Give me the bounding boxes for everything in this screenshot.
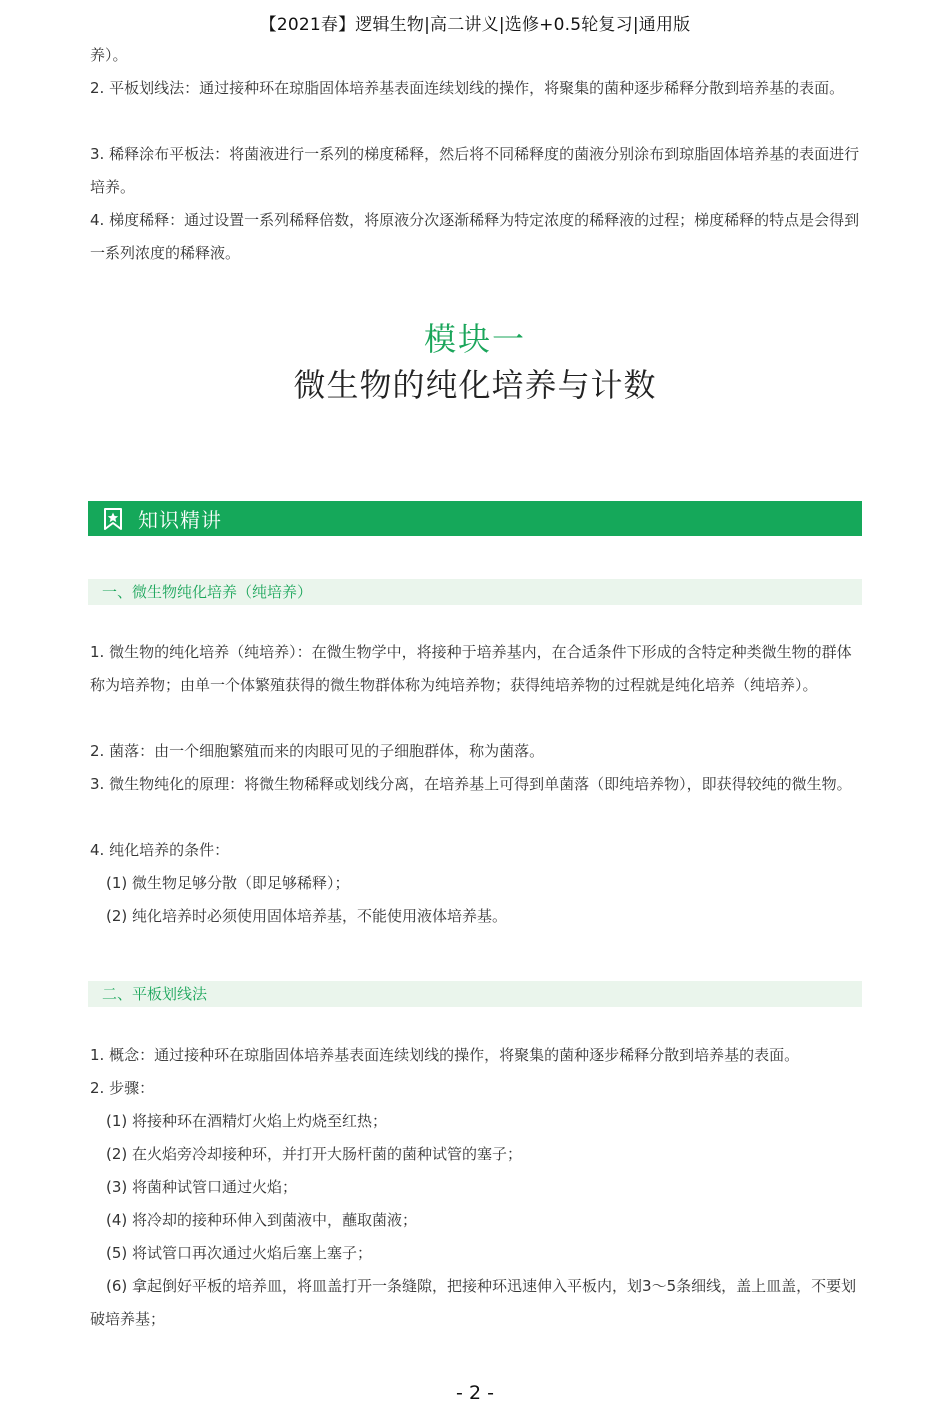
- section2-heading: 二、平板划线法: [88, 981, 862, 1007]
- page-number: - 2 -: [456, 1382, 494, 1404]
- intro-paragraph-continuation: 养）。: [90, 46, 128, 64]
- document-header: 【2021春】逻辑生物|高二讲义|选修+0.5轮复习|通用版: [259, 15, 691, 35]
- bookmark-star-icon: [102, 507, 124, 531]
- section2-step-6: (6) 拿起倒好平板的培养皿，将皿盖打开一条缝隙，把接种环迅速伸入平板内，划3～5条细线，盖上皿盖，不要划破培养基；: [90, 1277, 857, 1328]
- section1-paragraph-conditions: 4. 纯化培养的条件：: [90, 841, 230, 859]
- banner-label: 知识精讲: [138, 508, 222, 532]
- intro-paragraph-gradient-dilution: 4. 梯度稀释：通过设置一系列稀释倍数，将原液分次逐渐稀释为特定浓度的稀释液的过程；梯度稀释的特点是会得到一系列浓度的稀释液。: [90, 211, 860, 262]
- module-title: 微生物的纯化培养与计数: [293, 366, 657, 404]
- section1-heading: 一、微生物纯化培养（纯培养）: [88, 579, 862, 605]
- section2-step-5: (5) 将试管口再次通过火焰后塞上塞子；: [106, 1244, 373, 1262]
- section1-condition-2: (2) 纯化培养时必须使用固体培养基，不能使用液体培养基。: [106, 907, 508, 925]
- section2-paragraph-steps: 2. 步骤：: [90, 1079, 155, 1097]
- section2-paragraph-concept: 1. 概念：通过接种环在琼脂固体培养基表面连续划线的操作，将聚集的菌种逐步稀释分散到培养基的表面。: [90, 1046, 800, 1064]
- section1-paragraph-principle: 3. 微生物纯化的原理：将微生物稀释或划线分离，在培养基上可得到单菌落（即纯培养物），即获得较纯的微生物。: [90, 775, 852, 793]
- module-label: 模块一: [423, 320, 526, 358]
- section2-step-1: (1) 将接种环在酒精灯火焰上灼烧至红热；: [106, 1112, 388, 1130]
- section1-paragraph-pure-culture: 1. 微生物的纯化培养（纯培养）：在微生物学中，将接种于培养基内，在合适条件下形成的含特定种类微生物的群体称为培养物；由单一个体繁殖获得的微生物群体称为纯培养物；获得纯培养物的过程就是纯化培养（纯培养）。: [90, 643, 852, 694]
- intro-paragraph-streak-plate: 2. 平板划线法：通过接种环在琼脂固体培养基表面连续划线的操作，将聚集的菌种逐步稀释分散到培养基的表面。: [90, 79, 845, 97]
- intro-paragraph-spread-plate: 3. 稀释涂布平板法：将菌液进行一系列的梯度稀释，然后将不同稀释度的菌液分别涂布到琼脂固体培养基的表面进行培养。: [90, 145, 860, 196]
- section1-paragraph-colony: 2. 菌落：由一个细胞繁殖而来的肉眼可见的子细胞群体，称为菌落。: [90, 742, 545, 760]
- section1-condition-1: (1) 微生物足够分散（即足够稀释）；: [106, 874, 350, 892]
- section2-step-4: (4) 将冷却的接种环伸入到菌液中，蘸取菌液；: [106, 1211, 418, 1229]
- section2-step-2: (2) 在火焰旁冷却接种环，并打开大肠杆菌的菌种试管的塞子；: [106, 1145, 523, 1163]
- section2-step-3: (3) 将菌种试管口通过火焰；: [106, 1178, 298, 1196]
- knowledge-banner: [88, 501, 862, 536]
